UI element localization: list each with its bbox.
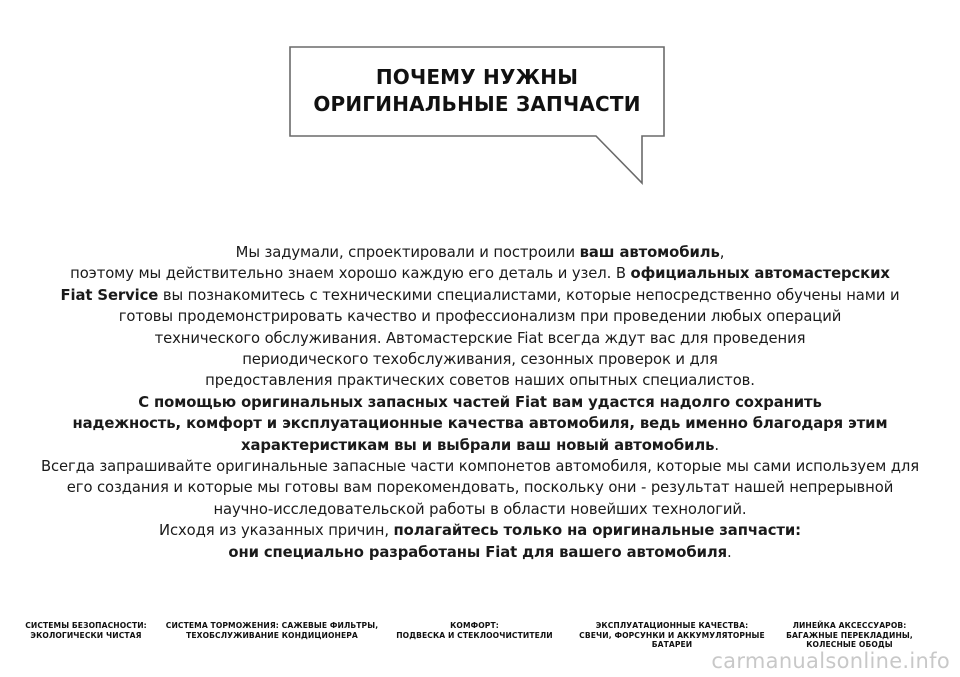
bubble-title (290, 64, 664, 118)
text-line: периодического техобслуживания, сезонных проверок и для (242, 351, 718, 369)
footer-item-line: КОМФОРТ: (450, 621, 499, 630)
text-line (30, 435, 930, 456)
footer-item-accessories (782, 621, 917, 650)
footer-item-line: ТЕХОБСЛУЖИВАНИЕ КОНДИЦИОНЕРА (186, 630, 358, 640)
footer-item-line: БАГАЖНЫЕ ПЕРЕКЛАДИНЫ, (786, 630, 913, 640)
text-line: готовы продемонстрировать качество и профессионализм при проведении любых операций (118, 308, 842, 326)
text-line (30, 263, 930, 284)
text-line (30, 285, 930, 306)
footer-item-performance (577, 621, 767, 650)
footer-item-line: ПОДВЕСКА И СТЕКЛООЧИСТИТЕЛИ (396, 630, 553, 640)
footer-item-line: ЛИНЕЙКА АКСЕССУАРОВ: (792, 621, 907, 630)
text-line: научно-исследовательской работы в области новейших технологий. (213, 500, 747, 518)
bubble-title-line-1: ПОЧЕМУ НУЖНЫ (375, 65, 579, 89)
footer-item-comfort (387, 621, 562, 640)
footer-item-line: СВЕЧИ, ФОРСУНКИ И АККУМУЛЯТОРНЫЕ (579, 630, 765, 640)
text-bold: Fiat Service (60, 286, 159, 304)
footer-item-line: СИСТЕМЫ БЕЗОПАСНОСТИ: (25, 621, 147, 630)
text-line: Всегда запрашивайте оригинальные запасные части компонетов автомобиля, которые мы сами используем для (40, 458, 920, 476)
bubble-title-line-2: ОРИГИНАЛЬНЫЕ ЗАПЧАСТИ (313, 92, 641, 116)
text-line: его создания и которые мы готовы вам порекомендовать, поскольку они - результат нашей непрерывной (66, 479, 894, 497)
text-line (30, 242, 930, 263)
main-text (30, 242, 930, 563)
text-span: Исходя из указанных причин, (158, 522, 394, 540)
text-span: вы познакомитесь с техническими специалистами, которые непосредственно обучены нами и (158, 286, 900, 304)
text-span: поэтому мы действительно знаем хорошо каждую его деталь и узел. В (70, 265, 631, 283)
text-line (30, 413, 930, 434)
footer-item-line: КОЛЕСНЫЕ ОБОДЫ (806, 640, 893, 650)
text-line: предоставления практических советов наших опытных специалистов. (205, 372, 755, 390)
footer-item-line: ЭКОЛОГИЧЕСКИ ЧИСТАЯ (30, 630, 142, 640)
text-bold: они специально разработаны Fiat для вашего автомобиля (228, 543, 728, 561)
text-bold: ваш автомобиль (579, 244, 720, 261)
footer-item-line: ЭКСПЛУАТАЦИОННЫЕ КАЧЕСТВА: (595, 621, 749, 630)
footer-item-line: СИСТЕМА ТОРМОЖЕНИЯ: САЖЕВЫЕ ФИЛЬТРЫ, (165, 621, 379, 630)
footer-item-safety (22, 621, 150, 640)
text-span: . (727, 543, 732, 561)
footer-item-line: БАТАРЕИ (651, 640, 693, 650)
text-span: Мы задумали, спроектировали и построили (235, 244, 580, 261)
watermark: carmanualsonline.info (711, 649, 950, 673)
text-bold: характеристикам вы и выбрали ваш новый автомобиль (241, 436, 715, 454)
text-bold: официальных автомастерских (630, 265, 890, 283)
text-line: технического обслуживания. Автомастерские Fiat всегда ждут вас для проведения (154, 329, 806, 347)
text-line (30, 520, 930, 541)
text-bold: С помощью оригинальных запасных частей Fiat вам удастся надолго сохранить (138, 393, 822, 411)
text-span: , (719, 244, 725, 261)
text-line (30, 542, 930, 563)
text-span: . (714, 436, 719, 454)
text-line (30, 392, 930, 413)
text-bold: надежность, комфорт и эксплуатационные качества автомобиля, ведь именно благодаря этим (72, 415, 888, 433)
footer-item-braking (162, 621, 382, 640)
text-bold: полагайтесь только на оригинальные запчасти: (393, 522, 801, 540)
